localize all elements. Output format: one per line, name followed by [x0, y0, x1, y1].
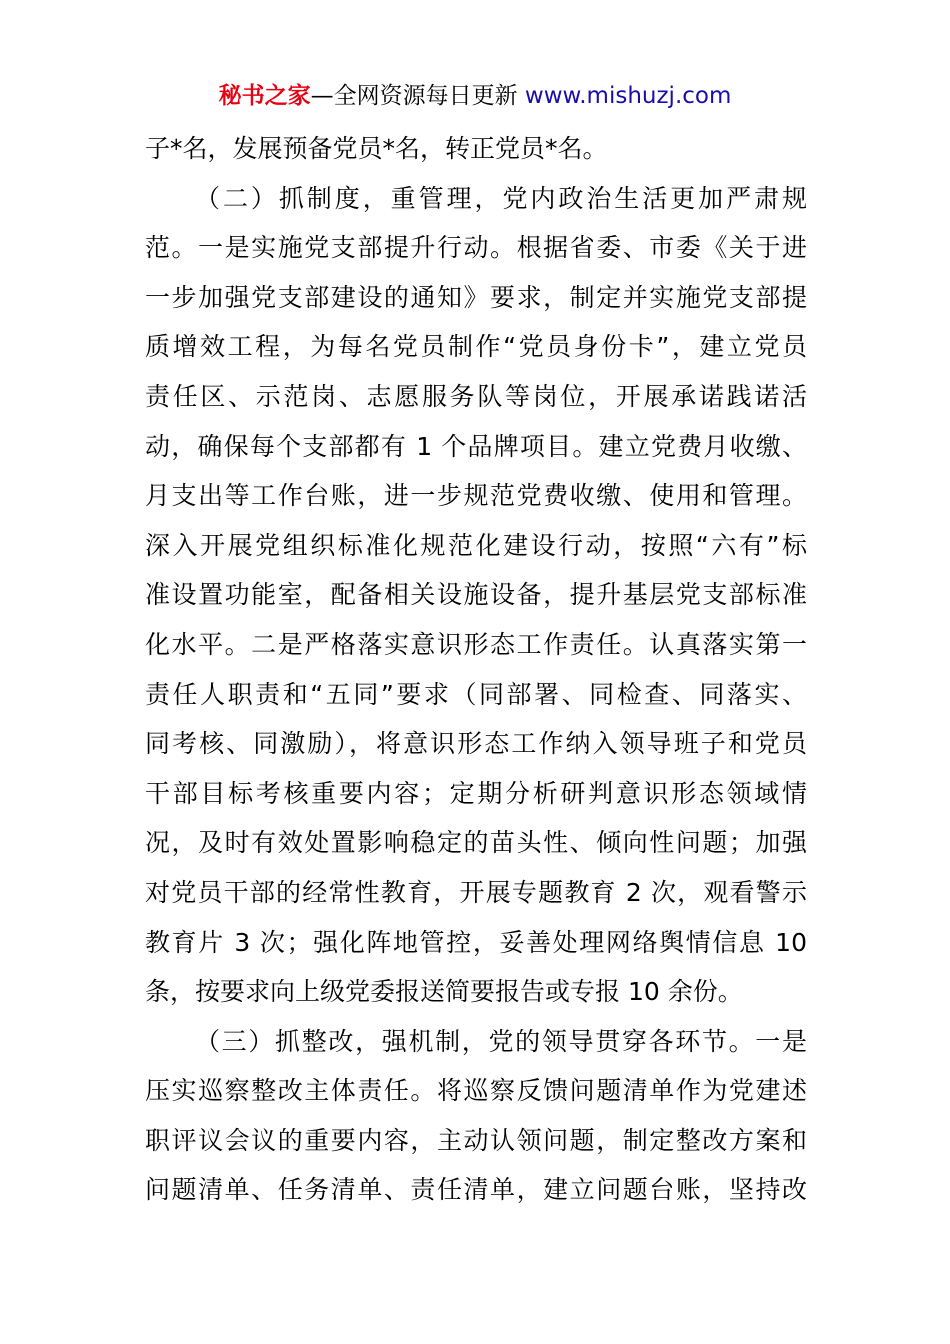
text-line: 职评议会议的重要内容，主动认领问题，制定整改方案和: [145, 1125, 807, 1155]
document-body: [145, 124, 807, 1215]
text-line: 责任区、示范岗、志愿服务队等岗位，开展承诺践诺活: [145, 381, 807, 411]
brand-name: 秘书之家: [218, 83, 311, 109]
text-line: 问题清单、任务清单、责任清单，建立问题台账，坚持改: [145, 1175, 807, 1205]
text-line: 深入开展党组织标准化规范化建设行动，按照“六有”标: [145, 530, 807, 560]
text-line: 质增效工程，为每名党员制作“党员身份卡”，建立党员: [145, 332, 807, 362]
text-line: 压实巡察整改主体责任。将巡察反馈问题清单作为党建述: [145, 1076, 807, 1106]
text-line: 教育片 3 次；强化阵地管控，妥善处理网络舆情信息 10: [145, 927, 807, 957]
text-line: 子*名，发展预备党员*名，转正党员*名。: [145, 134, 608, 163]
header-tagline: —全网资源每日更新: [310, 83, 525, 109]
text-line: 对党员干部的经常性教育，开展专题教育 2 次，观看警示: [145, 877, 807, 907]
text-line: （三）抓整改，强机制，党的领导贯穿各环节。一是: [195, 1026, 807, 1056]
text-line: 况，及时有效处置影响稳定的苗头性、倾向性问题；加强: [145, 828, 807, 858]
text-line: 条，按要求向上级党委报送简要报告或专报 10 余份。: [145, 977, 743, 1007]
text-line: 同考核、同激励），将意识形态工作纳入领导班子和党员: [145, 729, 807, 759]
text-line: 化水平。二是严格落实意识形态工作责任。认真落实第一: [145, 629, 807, 659]
text-line: 一步加强党支部建设的通知》要求，制定并实施党支部提: [145, 282, 807, 312]
site-header: [0, 80, 950, 112]
text-line: 范。一是实施党支部提升行动。根据省委、市委《关于进: [145, 233, 807, 263]
text-line: 干部目标考核重要内容；定期分析研判意识形态领域情: [145, 778, 807, 808]
text-line: 准设置功能室，配备相关设施设备，提升基层党支部标准: [145, 580, 807, 610]
text-line: （二）抓制度，重管理，党内政治生活更加严肃规: [195, 183, 807, 213]
text-line: 责任人职责和“五同”要求（同部署、同检查、同落实、: [145, 679, 807, 709]
text-line: 月支出等工作台账，进一步规范党费收缴、使用和管理。: [145, 481, 807, 511]
site-url[interactable]: www.mishuzj.com: [524, 83, 732, 109]
text-line: 动，确保每个支部都有 1 个品牌项目。建立党费月收缴、: [145, 431, 807, 461]
